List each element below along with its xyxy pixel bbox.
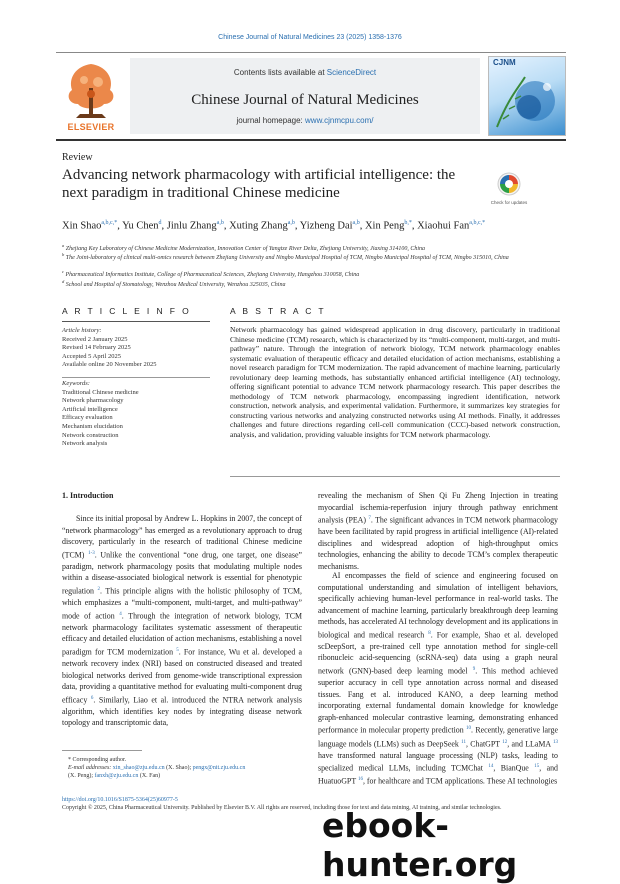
email-owner: (X. Peng); — [68, 772, 93, 779]
affiliation-key: d — [62, 279, 65, 284]
paragraph-text: , for healthcare and TCM applications. These AI technologies — [362, 777, 558, 787]
history-label: Article history: — [62, 327, 102, 334]
affiliation-text: School and Hospital of Stomatology, Wenzhou Medical University, Wenzhou 325035, China — [65, 282, 286, 288]
author-name: Xin Shao — [62, 220, 102, 232]
citation-link[interactable]: 13 — [552, 739, 558, 745]
paragraph-text: . Unlike the conventional “one drug, one target, one disease” paradigm, network pharmacology posits that modulating multiple nodes within a disease-associated biological network is essential for phenotypic regulation — [62, 550, 303, 596]
paragraph-text: . Similarly, Liao et al. introduced the NTRA network analysis algorithm, which identifies key nodes by integrating disease network topology and transcriptomic data, — [62, 695, 302, 728]
affiliation-text: Pharmaceutical Informatics Institute, College of Pharmaceutical Sciences, Zhejiang University, Hangzhou 310058, China — [65, 272, 360, 278]
keyword: Network analysis — [62, 440, 108, 448]
citation-link[interactable]: 9 — [472, 667, 476, 672]
email-owner: (X. Shao); — [166, 764, 192, 771]
homepage-link[interactable]: www.cjnmcpu.com/ — [305, 116, 374, 125]
abstract-rule — [230, 321, 560, 322]
cover-title: CJNM — [493, 58, 516, 67]
citation-link[interactable]: 1-3 — [88, 550, 95, 556]
affiliation-d — [62, 278, 562, 290]
citation-link[interactable]: 14 — [488, 764, 494, 770]
history-received: Received 2 January 2025 — [62, 335, 128, 343]
author-affiliation-marker[interactable]: a,b,c,* — [469, 220, 486, 226]
article-history — [62, 327, 212, 370]
corresponding-note: * Corresponding author. — [68, 757, 127, 763]
author-affiliation-marker[interactable]: a,b,c,* — [101, 220, 118, 226]
citation-link[interactable]: 4 — [119, 611, 122, 617]
author-name: Xiaohui Fan — [417, 220, 470, 232]
affiliation-text: The Joint-laboratory of clinical multi-omics research between Zhejiang University and Ningbo Municipal Hospital of TCM, Ningbo Municipal Hospital of TCM, Ningbo 315010, China — [65, 255, 509, 261]
contents-line — [130, 68, 480, 77]
intro-paragraph-1 — [62, 513, 302, 729]
author-affiliation-marker[interactable]: a,b — [216, 220, 224, 226]
contents-prefix: Contents lists available at — [233, 68, 325, 77]
intro-paragraph-2 — [318, 490, 558, 572]
doi-link[interactable]: https://doi.org/10.1016/S1875-5364(25)60977-5 — [62, 797, 178, 803]
email-link[interactable]: pengx@nit.zju.edu.cn — [192, 764, 246, 771]
author-name: Yu Chen — [122, 220, 159, 232]
affiliation-b — [62, 251, 562, 263]
footnote-rule — [62, 750, 142, 751]
paragraph-text: . For instance, Wu et al. developed a network recovery index (NRI) based on constructed diseased and treated biological networks derived from genome-wide transcriptional expression data, providing a quantitative method for evaluating multi-component drug efficacy — [62, 647, 303, 705]
article-info-heading: A R T I C L E I N F O — [62, 306, 192, 316]
section-heading: 1. Introduction — [62, 491, 114, 500]
abstract-bottom-rule — [230, 476, 560, 477]
running-header[interactable]: Chinese Journal of Natural Medicines 23 (2025) 1358-1376 — [218, 34, 402, 41]
email-owner: (X. Fan) — [139, 772, 161, 779]
paragraph-text: AI encompasses the field of science and engineering focused on computational understanding and simulation of intelligent behaviors, specifically achieving human-level performance in real-world tasks. The advancement of machine learning, particularly breakthrough deep learning methods, has accelerated AI technology development and its applications in biological and medical research — [318, 571, 558, 640]
citation-link[interactable]: 16 — [357, 777, 363, 783]
affiliation-key: b — [62, 252, 65, 257]
paragraph-text: , ChatGPT — [465, 739, 503, 749]
author-name: Yizheng Dai — [299, 220, 353, 232]
paragraph-text: . The significant advances in TCM network pharmacology have been facilitated by rapid progress in artificial intelligence (AI)-related disciplines and widespread adoption of high-throughput omics technologies, enhancing the ability to decode TCM’s complex therapeutic mechanisms. — [318, 515, 559, 571]
footnote-block — [68, 757, 308, 780]
emails-label: E-mail addresses: — [68, 764, 112, 771]
citation-link[interactable]: 8 — [428, 630, 431, 636]
watermark-text: ebook-hunter.org — [322, 806, 518, 884]
publisher-wordmark: ELSEVIER — [67, 122, 115, 132]
history-online: Available online 20 November 2025 — [62, 361, 157, 369]
citation-link[interactable]: 15 — [534, 764, 540, 770]
check-for-updates-icon[interactable] — [496, 172, 522, 202]
article-type: Review — [62, 152, 93, 163]
keyword: Artificial intelligence — [62, 405, 118, 413]
citation-link[interactable]: 12 — [502, 739, 508, 745]
article-info-rule — [62, 321, 210, 322]
paragraph-text: revealing the mechanism of Shen Qi Fu Zheng Injection in treating myocardial ischemia-reperfusion injury through pathway enrichment analysis (PEA) — [318, 491, 558, 525]
paragraph-text: , and HuatuoGPT — [318, 763, 558, 787]
history-accepted: Accepted 5 April 2025 — [62, 352, 122, 360]
author-affiliation-marker[interactable]: d — [158, 220, 162, 226]
author-name: Xuting Zhang — [229, 220, 288, 232]
article-title: Advancing network pharmacology with artificial intelligence: the next paradigm in traditional Chinese medicine — [62, 167, 456, 201]
author-affiliation-marker[interactable]: a,b — [287, 220, 295, 226]
keyword: Network pharmacology — [62, 397, 124, 405]
check-for-updates-label: Check for updates — [490, 200, 528, 205]
elsevier-tree-logo — [56, 58, 126, 132]
keywords-block — [62, 380, 212, 449]
keywords-label: Keywords: — [62, 380, 90, 387]
paragraph-text: have transformed natural language processing (NLP) tasks, leading to specialized medical LLMs, including TCMChat — [318, 750, 558, 773]
homepage-prefix: journal homepage: — [236, 116, 303, 125]
citation-link[interactable]: 6 — [90, 695, 94, 701]
paragraph-text: , BianQue — [493, 763, 535, 773]
author-affiliation-marker[interactable]: b,* — [404, 220, 412, 226]
citation-link[interactable]: 10 — [466, 726, 471, 732]
journal-name: Chinese Journal of Natural Medicines — [191, 92, 419, 108]
paragraph-text: . Through the integration of network biology, TCM network pharmacology facilitates systematic assessment of therapeutic efficacy and detailed elucidation of action mechanisms, establishing a novel paradigm for TCM modernization — [62, 611, 302, 657]
citation-link[interactable]: 5 — [176, 647, 179, 653]
keyword: Network construction — [62, 431, 119, 439]
citation-link[interactable]: 2 — [97, 586, 101, 592]
keyword: Mechanism elucidation — [62, 422, 123, 430]
history-revised: Revised 14 February 2025 — [62, 344, 131, 352]
author-affiliation-marker[interactable]: a,b — [352, 220, 360, 226]
keyword: Efficacy evaluation — [62, 414, 113, 422]
citation-link[interactable]: 11 — [461, 739, 466, 745]
paragraph-text: . This method achieved superior accuracy in cell type annotation across normal and diseased tissues. Fang et al. introduced KANO, a deep learning method incorporating external fundamental domain knowledge for knowledge graph-enhanced molecular contrastive learning, demonstrating enhanced performance in molecular property prediction — [318, 666, 558, 735]
abstract-text: Network pharmacology has gained widespread application in drug discovery, particularly in traditional Chinese medicine (TCM) research, which is characterized by its “multi-component, multi-target, and multi-pathway” nature. Through the integration of network biology, TCM network pharmacology enables systematic evaluation of therapeutic efficacy and detailed elucidation of action mechanisms, establishing a novel research paradigm for TCM modernization. The rapid advancement of machine learning, particularly revolutionary deep learning methods, has substantially enhanced artificial intelligence (AI) technology, offering significant potential to advance TCM network pharmacology research. This paper describes the methodology of TCM network pharmacology, encompassing ingredient identification, network construction, network analysis, and experimental validation. Furthermore, it summarizes key strategies for constructing various networks and analyzing constructed networks using AI methods. Finally, it addresses challenges and future directions regarding cell-cell communication (CCC)-based network construction, analysis, and validation, providing valuable insights for TCM network pharmacology. — [230, 325, 560, 439]
paragraph-text: . Recently, generative large language models (LLMs) such as DeepSeek — [318, 725, 558, 749]
sciencedirect-link[interactable]: ScienceDirect — [326, 68, 377, 77]
email-link[interactable]: fanxh@zju.edu.cn — [94, 772, 139, 779]
copyright-line: Copyright © 2025, China Pharmaceutical University. Published by Elsevier B.V. All rights are reserved, including those for text and data mining, AI training, and similar technologies. — [62, 805, 502, 811]
affiliation-key: a — [62, 243, 65, 248]
homepage-line — [130, 116, 480, 125]
author-list: Xin Shao$^{a,b,c,*}$, Yu Chen$^d$, Jinlu Zhang$^{a,b}$, Xuting Zhang$^{a,b}$, Yizheng Dai$^{a,b}$, Xin Peng$^{b,*}$, Xiaohui Fan$^{a,b,c,*}$ — [62, 220, 486, 232]
journal-cover-image — [488, 56, 566, 136]
abstract-heading: A B S T R A C T — [230, 306, 327, 316]
paragraph-text: , and LLaMA — [507, 739, 553, 749]
paragraph-text: . This principle aligns with the holistic philosophy of TCM, which emphasizes a “multi-component, multi-target, and multi-pathway” mode of action — [62, 586, 303, 621]
intro-paragraph-3 — [318, 570, 558, 788]
citation-link[interactable]: 7 — [368, 516, 371, 522]
keywords-divider — [62, 377, 210, 378]
affiliation-text: Zhejiang Key Laboratory of Chinese Medicine Modernization, Innovation Center of Yangtze River Delta, Zhejiang University, Jiaxing 314100, China — [65, 246, 425, 252]
keyword: Traditional Chinese medicine — [62, 388, 139, 396]
author-name: Xin Peng — [364, 220, 405, 232]
paragraph-text: . For example, Shao et al. developed scDeepSort, a pre-trained cell type annotation method for single-cell ribonucleic acid-sequencing (scRNA-seq) data using a graph neural network (GNN)-based deep learning model — [318, 630, 559, 676]
affiliation-key: c — [62, 269, 64, 274]
author-name: Jinlu Zhang — [166, 220, 217, 232]
cover-art — [489, 57, 565, 135]
email-link[interactable]: xin_shao@zju.edu.cn — [112, 764, 165, 771]
paragraph-text: Since its initial proposal by Andrew L. Hopkins in 2007, the concept of “network pharmacology” has emerged as a revolutionary approach to drug discovery, particularly in the research of traditional Chinese medicine (TCM) — [62, 514, 302, 560]
